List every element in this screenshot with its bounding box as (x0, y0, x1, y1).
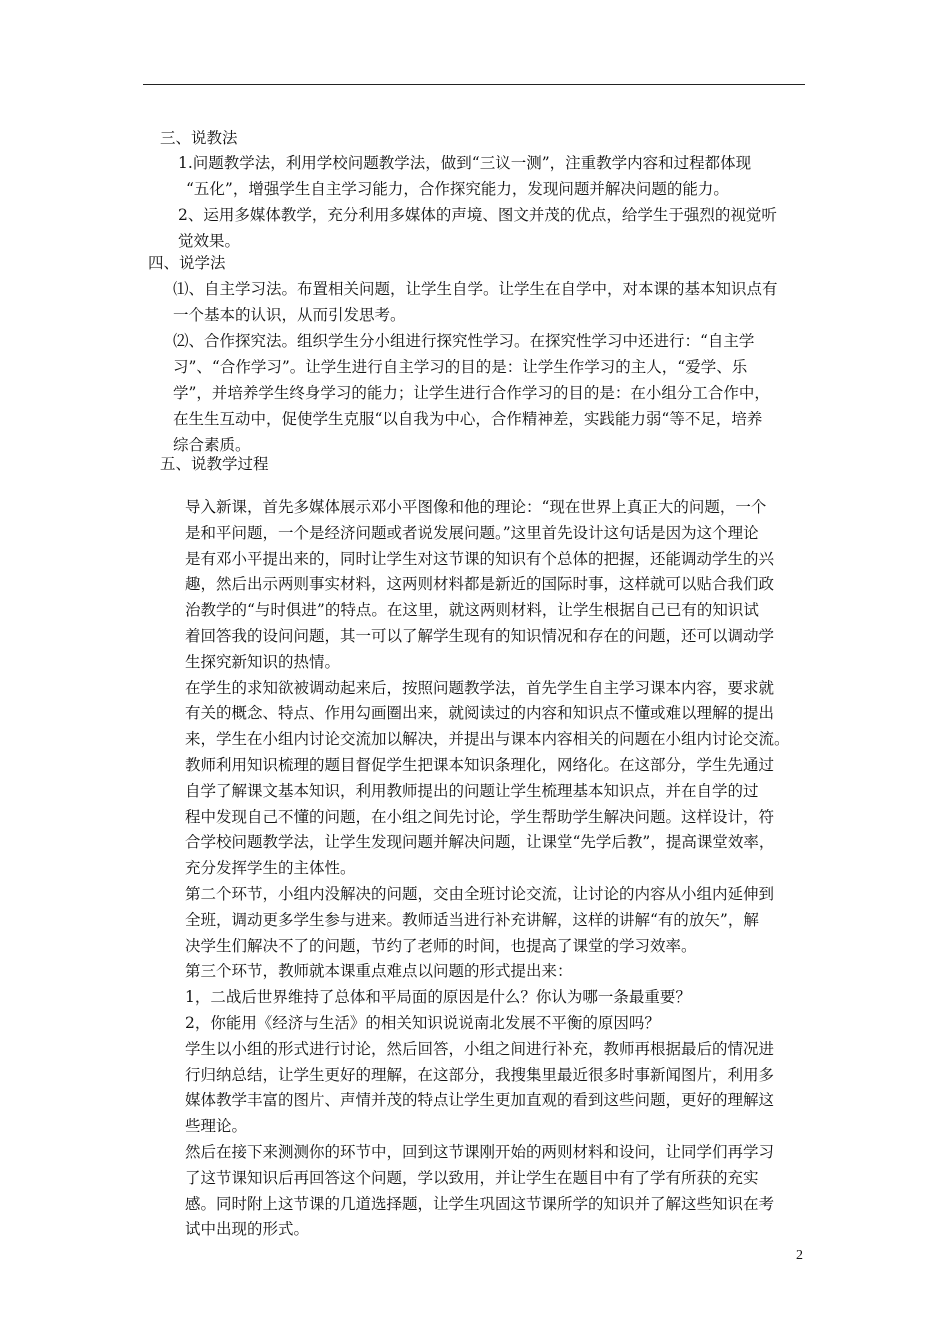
paragraph-problem-teaching (178, 150, 751, 202)
text-line: 合学校问题教学法，让学生发现问题并解决问题，让课堂“先学后教”，提高课堂效率， (185, 833, 775, 852)
section-heading-teaching-process (160, 451, 269, 477)
page-number: 2 (796, 1248, 803, 1263)
text-line: 三、说教法 (160, 129, 238, 147)
text-line: 试中出现的形式。 (185, 1220, 310, 1239)
text-line: 2，你能用《经济与生活》的相关知识说说南北发展不平衡的原因吗？ (185, 1013, 660, 1032)
text-line: 觉效果。 (178, 232, 241, 250)
text-line: 了这节课知识后再回答这个问题，学以致用，并让学生在题目中有了学有所获的充实 (185, 1168, 759, 1187)
text-line: 教师利用知识梳理的题目督促学生把课本知识条理化，网络化。在这部分，学生先通过 (185, 755, 775, 774)
text-line: 有关的概念、特点、作用勾画圈出来，就阅读过的内容和知识点不懂或难以理解的提出 (185, 704, 775, 723)
text-line: 在生生互动中，促使学生克服“以自我为中心，合作精神差，实践能力弱“等不足，培养 (173, 410, 763, 428)
text-line: 学生以小组的形式进行讨论，然后回答，小组之间进行补充，教师再根据最后的情况进 (185, 1039, 775, 1058)
text-line: ⑴、自主学习法。布置相关问题，让学生自学。让学生在自学中，对本课的基本知识点有 (173, 280, 778, 298)
text-line: 2、运用多媒体教学，充分利用多媒体的声境、图文并茂的优点，给学生于强烈的视觉听 (178, 206, 777, 224)
text-line: “五化”，增强学生自主学习能力，合作探究能力，发现问题并解决问题的能力。 (186, 180, 729, 198)
text-line: 1，二战后世界维持了总体和平局面的原因是什么？你认为哪一条最重要？ (185, 988, 691, 1007)
text-line: 感。同时附上这节课的几道选择题，让学生巩固这节课所学的知识并了解这些知识在考 (185, 1194, 775, 1213)
text-line: 一个基本的认识，从而引发思考。 (173, 306, 406, 324)
text-line: 五、说教学过程 (160, 455, 269, 473)
text-line: 决学生们解决不了的问题，节约了老师的时间，也提高了课堂的学习效率。 (185, 936, 697, 955)
text-line: 第二个环节，小组内没解决的问题，交由全班讨论交流，让讨论的内容从小组内延伸到 (185, 884, 775, 903)
text-line: 导入新课，首先多媒体展示邓小平图像和他的理论：“现在世界上真正大的问题，一个 (185, 498, 767, 516)
paragraph-cooperative-study (173, 328, 770, 458)
text-line: 媒体教学丰富的图片、声情并茂的特点让学生更加直观的看到这些问题，更好的理解这 (185, 1091, 775, 1110)
text-line: 着回答我的设问问题，其一可以了解学生现有的知识情况和存在的问题，还可以调动学 (185, 626, 775, 645)
header-rule (143, 84, 805, 85)
text-line: ⑵、合作探究法。组织学生分小组进行探究性学习。在探究性学习中还进行：“自主学 (173, 332, 755, 350)
text-line: 生探究新知识的热情。 (185, 652, 341, 671)
text-line: 程中发现自己不懂的问题，在小组之间先讨论，学生帮助学生解决问题。这样设计，符 (185, 807, 775, 826)
text-line: 行归纳总结，让学生更好的理解，在这部分，我搜集里最近很多时事新闻图片，利用多 (185, 1065, 775, 1084)
text-line: 学”，并培养学生终身学习的能力；让学生进行合作学习的目的是：在小组分工合作中， (173, 384, 770, 402)
text-line: 是和平问题，一个是经济问题或者说发展问题。”这里首先设计这句话是因为这个理论 (185, 523, 759, 542)
text-line: 自学了解课文基本知识，利用教师提出的问题让学生梳理基本知识点，并在自学的过 (185, 781, 759, 800)
paragraph-multimedia-teaching (178, 202, 777, 254)
text-line: 1.问题教学法，利用学校问题教学法，做到“三议一测”，注重教学内容和过程都体现 (178, 154, 752, 172)
text-line: 第三个环节，教师就本课重点难点以问题的形式提出来： (185, 962, 573, 981)
text-line: 四、说学法 (148, 254, 226, 272)
text-line: 来，学生在小组内讨论交流加以解决，并提出与课本内容相关的问题在小组内讨论交流。 (185, 730, 790, 749)
text-line: 习”、“合作学习”。让学生进行自主学习的目的是：让学生作学习的主人，“爱学、乐 (173, 358, 748, 376)
text-line: 综合素质。 (173, 436, 251, 454)
text-line: 些理论。 (185, 1117, 248, 1136)
text-line: 趣，然后出示两则事实材料，这两则材料都是新近的国际时事，这样就可以贴合我们政 (185, 575, 775, 594)
paragraph-teaching-process-body (185, 495, 790, 1243)
text-line: 充分发挥学生的主体性。 (185, 859, 356, 878)
text-line: 在学生的求知欲被调动起来后，按照问题教学法，首先学生自主学习课本内容，要求就 (185, 678, 775, 697)
text-line: 是有邓小平提出来的，同时让学生对这节课的知识有个总体的把握，还能调动学生的兴 (185, 549, 775, 568)
paragraph-self-study (173, 276, 778, 328)
text-line: 治教学的“与时俱进”的特点。在这里，就这两则材料，让学生根据自己已有的知识试 (185, 601, 759, 620)
text-line: 然后在接下来测测你的环节中，回到这节课刚开始的两则材料和设问，让同学们再学习 (185, 1142, 775, 1161)
text-line: 全班，调动更多学生参与进来。教师适当进行补充讲解，这样的讲解“有的放矢”，解 (185, 910, 759, 929)
section-heading-learning-method (148, 250, 226, 276)
section-heading-teaching-method (160, 125, 238, 151)
